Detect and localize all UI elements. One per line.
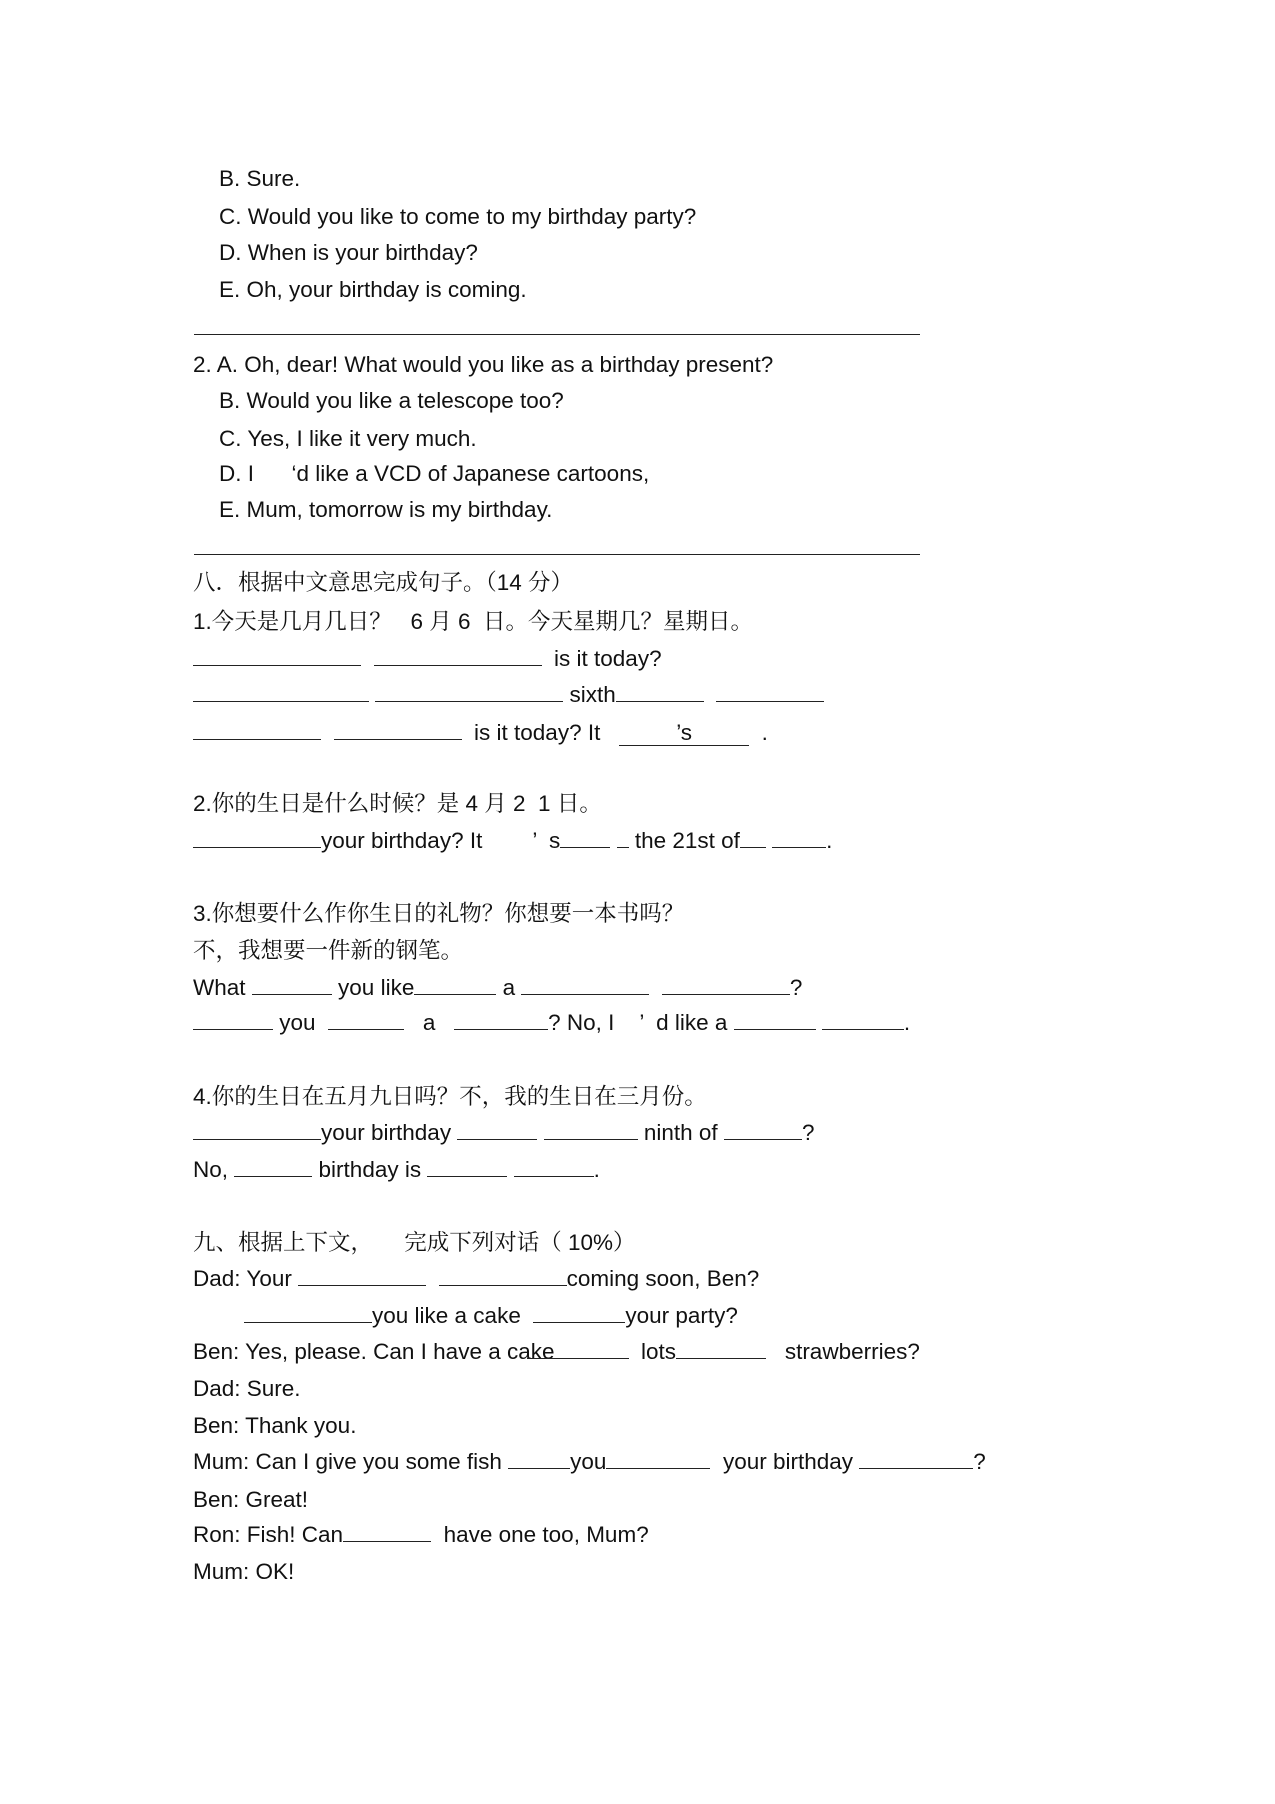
s8-item3-text: ? No, I [548,1010,615,1035]
answer-blank[interactable] [375,685,563,702]
answer-blank[interactable] [457,1123,537,1140]
s8-item1-text: ’s [619,722,749,746]
s8-item3-text: a [422,1010,436,1035]
s8-item2-text: s [549,828,561,853]
answer-blank[interactable] [193,1123,321,1140]
s8-item4-line1 [193,1122,814,1145]
s8-item1-text: . [761,720,768,745]
s8-item3-text: ? [789,975,803,1000]
dialog-text: ? [973,1449,986,1474]
answer-blank[interactable] [244,1306,372,1323]
answer-blank[interactable] [427,1160,507,1177]
dialog-text: you [570,1449,607,1474]
q2-option-a: 2. A. Oh, dear! What would you like as a birthday present? [193,352,774,377]
answer-blank[interactable] [328,1013,404,1030]
s9-dad-line3: Dad: Sure. [193,1376,301,1401]
answer-blank[interactable] [193,1013,273,1030]
s8-item3-text: you [279,1010,316,1035]
answer-blank[interactable] [616,685,704,702]
answer-blank[interactable] [514,1160,594,1177]
answer-blank[interactable] [343,1525,431,1542]
s8-item1-text: sixth [569,682,616,707]
answer-blank[interactable] [193,723,321,740]
s8-item3-line2 [193,1012,910,1035]
answer-blank[interactable] [334,723,462,740]
answer-blank[interactable] [508,1452,570,1469]
answer-blank[interactable] [560,831,610,848]
s8-item3-text: a [502,975,516,1000]
answer-blank[interactable] [521,978,649,995]
s8-item1-line2 [193,684,824,707]
dialog-text: Mum: Can I give you some fish [193,1449,502,1474]
answer-blank[interactable] [414,978,496,995]
q1-option-b: B. Sure. [219,166,301,191]
s8-item3-chinese-1: 3.你想要什么作你生日的礼物？你想要一本书吗？ [193,901,685,926]
s8-item3-text: d like a [656,1010,728,1035]
s9-mum-line2: Mum: OK! [193,1559,295,1584]
s8-item3-text: What [193,975,246,1000]
dialog-text: you like a cake [372,1303,521,1328]
q1-answer-line [194,334,920,335]
s8-item4-text: ninth of [643,1120,718,1145]
s8-item3-chinese-2: 不，我想要一件新的钢笔。 [193,938,464,963]
s8-item3-text: you like [338,975,415,1000]
s8-item1-chinese: 1.今天是几月几日？ 6 月 6 日。今天星期几？星期日。 [193,609,754,634]
dialog-text: your birthday [722,1449,854,1474]
answer-blank[interactable] [676,1342,766,1359]
dialog-text: lots [641,1339,677,1364]
s8-item3-line1 [193,977,802,1000]
s8-item2-text: the 21st of [634,828,740,853]
answer-blank[interactable] [544,1123,638,1140]
answer-blank[interactable] [772,831,826,848]
s8-item2-text: ’ [532,828,537,853]
answer-blank[interactable] [662,978,790,995]
q2-option-d: D. I ‘d like a VCD of Japanese cartoons, [219,461,650,486]
q2-option-c: C. Yes, I like it very much. [219,426,477,451]
s8-item1-line3 [193,722,768,746]
s9-dad-line2 [244,1305,738,1328]
s8-item1-line1 [193,648,662,671]
s8-item2-line1 [193,830,832,853]
q2-answer-line [194,554,920,555]
dialog-text: have one too, Mum? [443,1522,649,1547]
answer-blank[interactable] [193,831,321,848]
s8-item1-text: is it today? [554,646,662,671]
answer-blank[interactable] [439,1269,567,1286]
s9-ben-line1 [193,1341,920,1364]
s8-item4-text: . [593,1157,600,1182]
answer-blank[interactable] [617,831,629,848]
s8-item4-text: birthday is [318,1157,422,1182]
s9-mum-line1 [193,1451,986,1474]
s8-item4-chinese: 4.你的生日在五月九日吗？不，我的生日在三月份。 [193,1084,707,1109]
answer-blank[interactable] [527,1342,629,1359]
q2-option-b: B. Would you like a telescope too? [219,388,564,413]
answer-blank[interactable] [734,1013,816,1030]
answer-blank[interactable] [606,1452,710,1469]
dialog-text: Dad: Your [193,1266,292,1291]
answer-blank[interactable] [859,1452,973,1469]
section-8-title: 八．根据中文意思完成句子。（14 分） [193,570,574,595]
answer-blank[interactable] [234,1160,312,1177]
dialog-text: your party? [625,1303,738,1328]
dialog-text: Ben: Yes, please. Can I have a cake [193,1339,555,1364]
q1-option-c: C. Would you like to come to my birthday party? [219,204,697,229]
dialog-text: strawberries? [784,1339,920,1364]
s9-ben-line3: Ben: Great! [193,1487,309,1512]
s9-ben-line2: Ben: Thank you. [193,1413,357,1438]
answer-blank[interactable] [252,978,332,995]
q1-option-d: D. When is your birthday? [219,240,478,265]
answer-blank[interactable] [374,649,542,666]
s8-item4-text: ? [801,1120,815,1145]
q2-option-e: E. Mum, tomorrow is my birthday. [219,497,553,522]
s8-item2-text: your birthday? It [321,828,483,853]
answer-blank[interactable] [298,1269,426,1286]
answer-blank[interactable] [822,1013,904,1030]
answer-blank[interactable] [533,1306,625,1323]
s8-item4-text: No, [193,1157,229,1182]
s9-ron-line1 [193,1524,649,1547]
s8-item1-text: is it today? It [474,720,601,745]
dialog-text: Ron: Fish! Can [193,1522,344,1547]
s8-item4-text: your birthday [321,1120,452,1145]
s8-item3-text: ’ [639,1010,644,1035]
answer-blank[interactable] [716,685,824,702]
dialog-text: coming soon, Ben? [566,1266,760,1291]
q1-option-e: E. Oh, your birthday is coming. [219,277,527,302]
section-9-title: 九、根据上下文， 完成下列对话（ 10%） [193,1230,636,1255]
answer-blank[interactable] [740,831,766,848]
s8-item2-text: . [826,828,833,853]
answer-blank[interactable] [724,1123,802,1140]
answer-blank[interactable] [193,685,369,702]
answer-blank[interactable] [454,1013,548,1030]
s9-dad-line1 [193,1268,759,1291]
answer-blank[interactable] [193,649,361,666]
s8-item2-chinese: 2.你的生日是什么时候？是 4 月 2 1 日。 [193,791,602,816]
s8-item4-line2 [193,1159,600,1182]
s8-item3-text: . [903,1010,911,1035]
